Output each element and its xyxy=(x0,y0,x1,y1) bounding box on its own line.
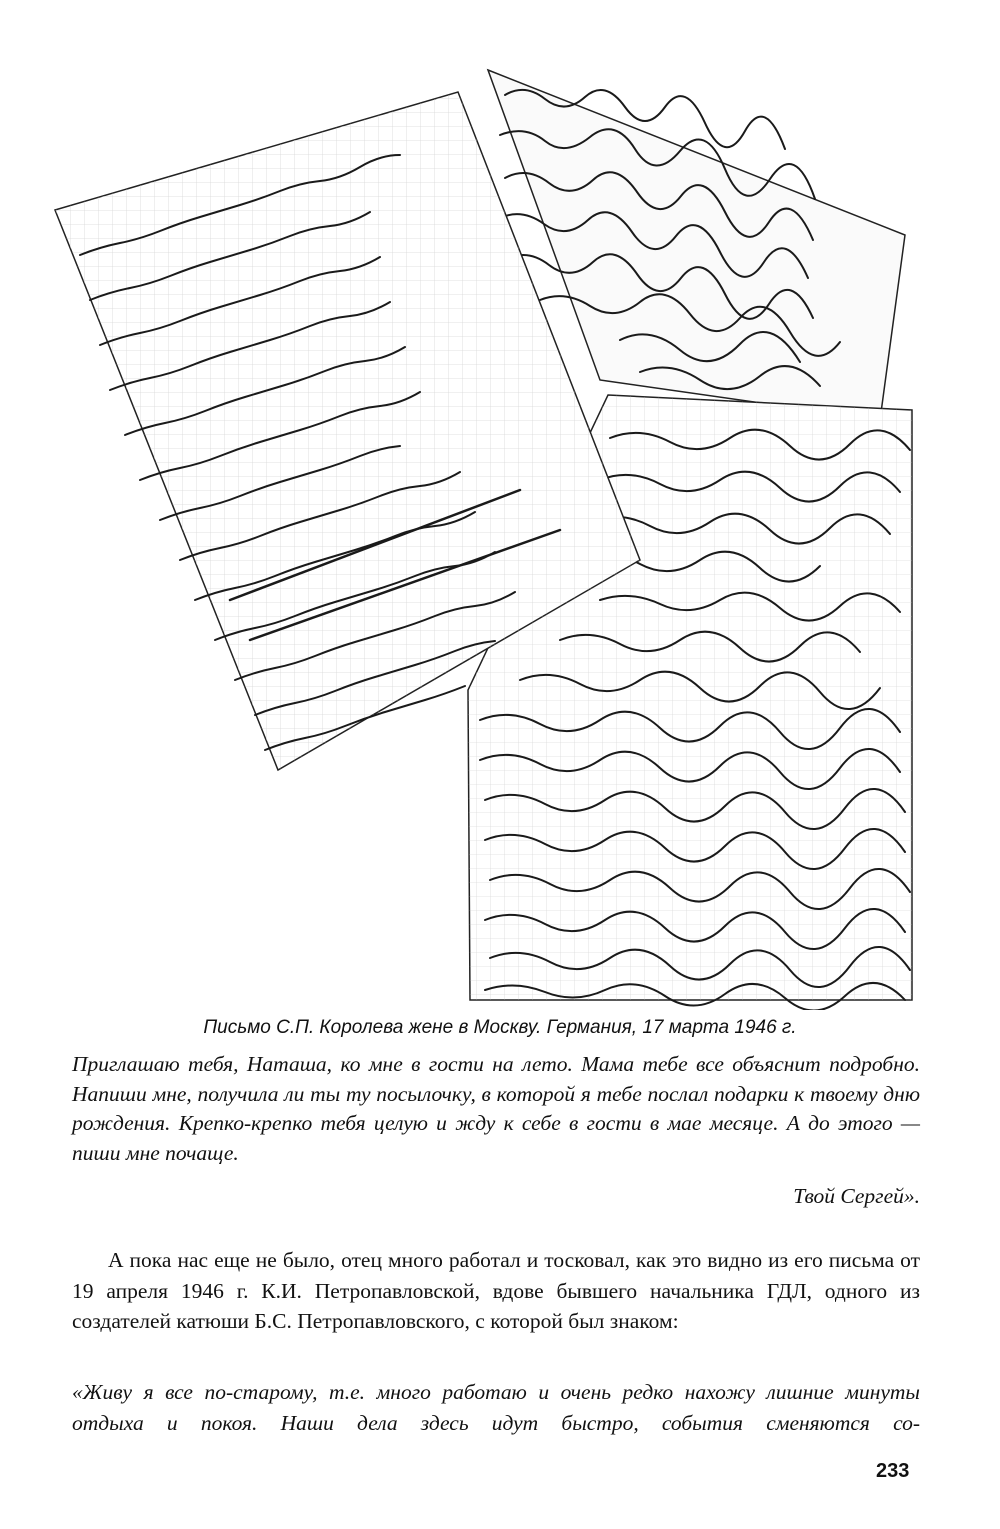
body-quote: «Живу я все по-старому, т.е. много работаю и очень редко нахожу лишние минуты отдыха и покоя. Наши дела здесь идут быстро, события сменяются со- xyxy=(72,1380,920,1435)
letter-signature: Твой Сергей». xyxy=(793,1184,920,1208)
body-paragraph: А пока нас еще не было, отец много работал и тосковал, как это видно из его письма от 19 апреля 1946 г. К.И. Петропавловской, вдове бывшего начальника ГДЛ, одного из создателей катюши Б.С. Петропавловского, с которой был знаком: xyxy=(72,1248,920,1333)
letter-quote: Приглашаю тебя, Наташа, ко мне в гости на лето. Мама тебе все объяснит подробно. Напиши мне, получила ли ты ту посылочку, в которой я тебе послал подарки к твоему дню рождения. Крепко-крепко тебя целую и жду к себе в гости в мае месяце. А до этого — пиши мне почаще. xyxy=(72,1052,920,1165)
page-number: 233 xyxy=(876,1460,910,1482)
figure-caption: Письмо С.П. Королева жене в Москву. Германия, 17 марта 1946 г. xyxy=(203,1017,797,1038)
